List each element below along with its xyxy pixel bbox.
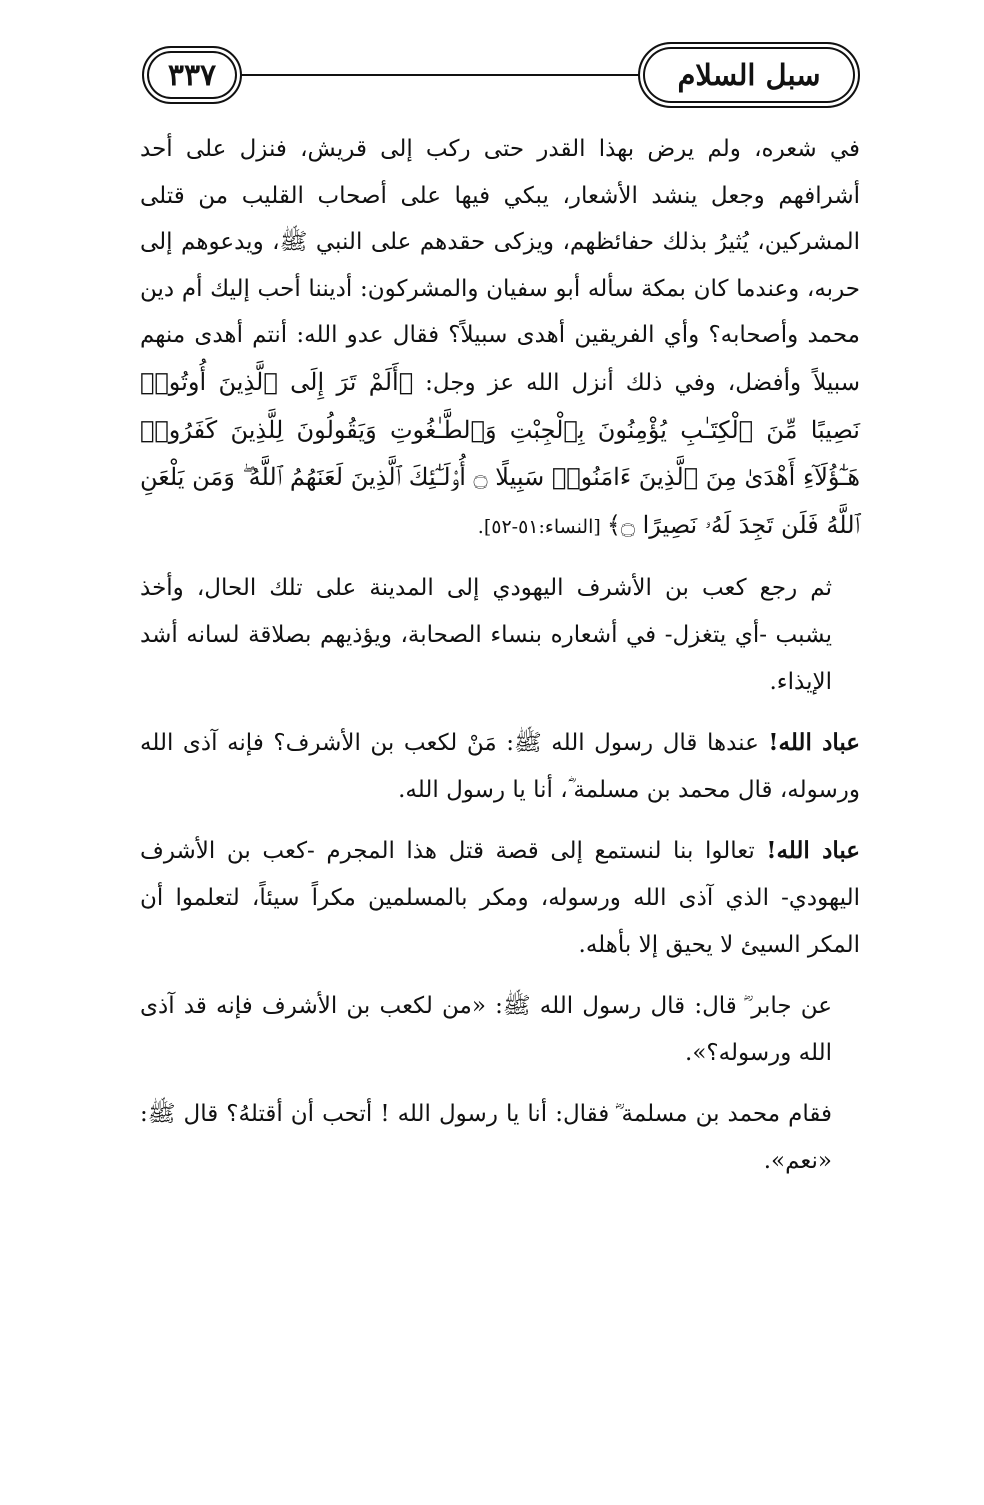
paragraph-text: ثم رجع كعب بن الأشرف اليهودي إلى المدينة على تلك الحال، وأخذ يشبب -أي يتغزل- في أشعاره بنساء الصحابة، ويؤذيهم بصلاقة لسانه أشد الإيذاء. xyxy=(140,575,832,695)
header-rule xyxy=(208,74,680,76)
paragraph-4 xyxy=(140,828,860,968)
paragraph-text: عندها قال رسول الله ﷺ: مَنْ لكعب بن الأشرف؟ فإنه آذى الله ورسوله، قال محمد بن مسلمة ؓ، أنا يا رسول الله. xyxy=(140,730,860,803)
paragraph-5 xyxy=(140,983,860,1076)
paragraph-text: في شعره، ولم يرض بهذا القدر حتى ركب إلى قريش، فنزل على أحد أشرافهم وجعل ينشد الأشعار، يبكي فيها على أصحاب القليب من قتلى المشركين، يُثيرُ بذلك حفائظهم، ويزكى حقدهم على النبي ﷺ، ويدعوهم إلى حربه، وعندما كان بمكة سأله أبو سفيان والمشركون: أديننا أحب إليك أم دين محمد وأصحابه؟ وأي الفريقين أهدى سبيلاً؟ فقال عدو الله: أنتم أهدى منهم سبيلاً وأفضل، وفي ذلك أنزل الله عز وجل: xyxy=(140,136,860,396)
page-number: ٣٣٧ xyxy=(142,46,242,104)
page-body xyxy=(140,126,860,1184)
paragraph-lead: عباد الله! xyxy=(766,837,860,865)
paragraph-text: تعالوا بنا لنستمع إلى قصة قتل هذا المجرم -كعب بن الأشرف اليهودي- الذي آذى الله ورسوله، ومكر بالمسلمين مكراً سيئاً، لتعلموا أن المكر السيئ لا يحيق إلا بأهله. xyxy=(140,838,860,958)
paragraph-lead: عباد الله! xyxy=(768,729,860,757)
paragraph-text: عن جابر ؓ قال: قال رسول الله ﷺ: «من لكعب بن الأشرف فإنه قد آذى الله ورسوله؟». xyxy=(140,993,832,1066)
paragraph-1 xyxy=(140,126,860,550)
quran-verse: ﴿أَلَمْ تَرَ إِلَى ٱلَّذِينَ أُوتُوا۟ نَصِيبًا مِّنَ ٱلْكِتَـٰبِ يُؤْمِنُونَ بِٱلْجِبْتِ وَٱلطَّـٰغُوتِ وَيَقُولُونَ لِلَّذِينَ كَفَرُوا۟ هَـٰٓؤُلَآءِ أَهْدَىٰ مِنَ ٱلَّذِينَ ءَامَنُوا۟ سَبِيلًا ۝ أُو۟لَـٰٓئِكَ ٱلَّذِينَ لَعَنَهُمُ ٱللَّهُ ۖ وَمَن يَلْعَنِ ٱللَّهُ فَلَن تَجِدَ لَهُۥ نَصِيرًا ۝﴾ xyxy=(140,367,860,539)
paragraph-3 xyxy=(140,720,860,813)
running-title: سبل السلام xyxy=(638,42,860,108)
verse-reference: [النساء:٥١-٥٢]. xyxy=(477,515,607,538)
paragraph-text: فقام محمد بن مسلمة ؓ فقال: أنا يا رسول الله ! أتحب أن أقتلهُ؟ قال ﷺ: «نعم». xyxy=(140,1101,832,1174)
paragraph-6 xyxy=(140,1091,860,1184)
page-header xyxy=(138,40,860,112)
paragraph-2 xyxy=(140,565,860,705)
